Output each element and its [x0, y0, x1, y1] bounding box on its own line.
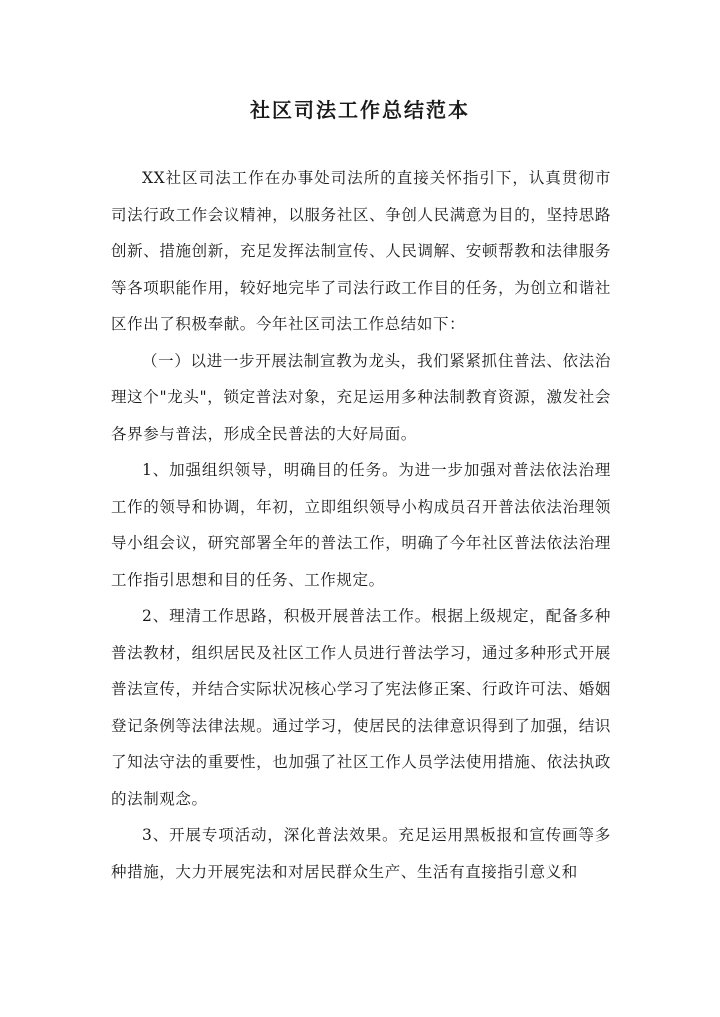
- document-title: 社区司法工作总结范本: [250, 98, 470, 122]
- document-body: [111, 160, 611, 890]
- paragraph-item-3: 3、开展专项活动，深化普法效果。充足运用黑板报和宣传画等多种措施，大力开展宪法和对居民群众生产、生活有直接指引意义和: [111, 826, 611, 881]
- paragraph-item-2: 2、理清工作思路，积极开展普法工作。根据上级规定，配备多种普法教材，组织居民及社区工作人员进行普法学习，通过多种形式开展普法宣传，并结合实际状况核心学习了宪法修正案、行政许可法、婚姻登记条例等法律法规。通过学习，使居民的法律意识得到了加强，结识了知法守法的重要性，也加强了社区工作人员学法使用措施、依法执政的法制观念。: [111, 607, 611, 808]
- paragraph-item-1: 1、加强组织领导，明确目的任务。为进一步加强对普法依法治理工作的领导和协调，年初，立即组织领导小构成员召开普法依法治理领导小组会议，研究部署全年的普法工作，明确了今年社区普法依法治理工作指引思想和目的任务、工作规定。: [111, 461, 611, 589]
- paragraph-section-1: （一）以进一步开展法制宣教为龙头，我们紧紧抓住普法、依法治理这个"龙头"，锁定普法对象，充足运用多种法制教育资源，激发社会各界参与普法，形成全民普法的大好局面。: [111, 351, 611, 443]
- paragraph-intro: XX社区司法工作在办事处司法所的直接关怀指引下，认真贯彻市司法行政工作会议精神，以服务社区、争创人民满意为目的，坚持思路创新、措施创新，充足发挥法制宣传、人民调解、安顿帮教和法律服务等各项职能作用，较好地完毕了司法行政工作目的任务，为创立和谐社区作出了积极奉献。今年社区司法工作总结如下：: [111, 169, 611, 333]
